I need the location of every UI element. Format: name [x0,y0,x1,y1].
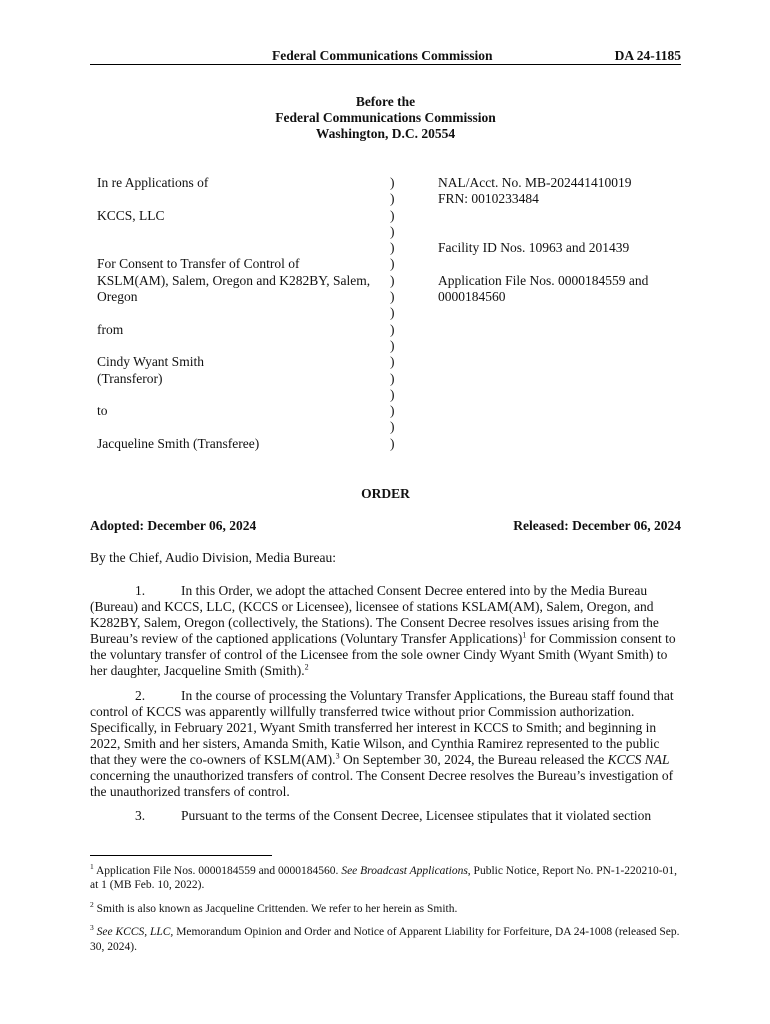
footnote-mark: 2 [90,899,94,909]
caption-in-re: In re Applications of [97,175,209,190]
caption-paren: ) [390,223,395,239]
paragraph-text: Pursuant to the terms of the Consent Decree, Licensee stipulates that it violated section [181,808,652,824]
caption-paren: ) [390,256,395,272]
footnote-mark: 1 [90,862,94,872]
header-agency: Federal Communications Commission [272,48,493,63]
footnote-text: Application File Nos. 0000184559 and 0000184560. [93,865,342,877]
paragraph-2 [90,688,681,801]
caption-paren: ) [390,386,395,402]
caption-paren: ) [390,207,395,223]
footnote-text: Memorandum Opinion and Order and Notice of Apparent Liability for Forfeiture, DA 24-1008 (released Sep. 30, 2024). [90,926,680,953]
paragraph-text: In this Order, we adopt the attached Consent Decree entered into by the Media Bureau (Bureau) and KCCS, LLC, (KCCS or Licensee), licensee of stations KSLAM(AM), Salem, Oregon, and K282BY, Salem, Oregon (collectively, the Stations). The Consent Decree resolves issues arising from the Bureau’s review of the captioned applications (Voluntary Transfer Applications) [90,583,659,647]
footnote-ref-link[interactable]: 2 [304,662,309,672]
caption-consent-line-2: KSLM(AM), Salem, Oregon and K282BY, Salem, [97,272,371,288]
footnote-citation: See KCCS, LLC, [96,926,174,939]
footnote-citation: See Broadcast Applications [341,865,468,877]
caption-company: KCCS, LLC [97,207,165,223]
before-line: Before the [355,94,416,109]
caption-paren: ) [390,370,395,386]
caption-paren: ) [390,240,395,256]
caption-transferor-role: (Transferor) [97,370,163,386]
before-block [90,94,681,142]
caption-to: to [97,403,108,419]
footnote-text: Smith is also known as Jacqueline Crittenden. We refer to her herein as Smith. [93,902,458,915]
order-title: ORDER [361,486,410,501]
caption-paren: ) [390,175,395,190]
footnote-divider [90,855,272,856]
paragraph-text: In the course of processing the Voluntary Transfer Applications, the Bureau staff found that control of KCCS was apparently willfully transferred twice without prior Commission authorization. Specifically, in February 2021, Wyant Smith transferred her interest in KCCS to Smith; and beginning in 2022, Smith and her sisters, Amanda Smith, Katie Wilson, and Cynthia Ramirez represented to the public that they were the co-owners of KSLM(AM). [90,687,674,767]
caption-paren: ) [390,354,395,370]
before-agency: Federal Communications Commission [275,110,496,125]
caption-from: from [97,321,124,337]
released-date: Released: December 06, 2024 [513,518,681,533]
paragraph-text: concerning the unauthorized transfers of control. The Consent Decree resolves the Bureau’s investigation of the unauthorized transfers of control. [90,768,674,800]
caption-right [438,175,648,305]
caption-consent-line-3: Oregon [97,289,138,305]
caption-transferor-name: Cindy Wyant Smith [97,354,204,370]
footnote-3 [90,925,681,954]
caption-transferee: Jacqueline Smith (Transferee) [97,435,260,451]
footnotes [90,864,681,963]
paragraph-1 [90,583,681,680]
by-chief-line: By the Chief, Audio Division, Media Bureau: [90,550,336,565]
caption-paren: ) [390,191,395,207]
paragraph-text: On September 30, 2024, the Bureau released the [339,751,608,767]
footnote-text: , Public Notice, Report No. PN-1-220210-01, at 1 (MB Feb. 10, 2022). [90,865,678,892]
caption-app-file-line-2: 0000184560 [438,289,506,305]
paragraph-number: 1. [135,583,146,598]
case-citation: KCCS NAL [607,751,670,767]
adopted-date: Adopted: December 06, 2024 [90,518,257,533]
footnote-mark: 3 [90,923,94,933]
caption-paren: ) [390,305,395,321]
caption-parentheses [390,175,395,452]
order-body [90,583,681,832]
before-location: Washington, D.C. 20554 [315,126,456,141]
caption-facility: Facility ID Nos. 10963 and 201439 [438,240,630,256]
caption-paren: ) [390,272,395,288]
running-header [90,48,681,65]
caption-paren: ) [390,403,395,419]
caption-frn: FRN: 0010233484 [438,191,539,207]
caption-consent-line-1: For Consent to Transfer of Control of [97,256,300,272]
paragraph-text: for Commission consent to the voluntary transfer of control of the Licensee from the sole owner Cindy Wyant Smith (Wyant Smith) to her daughter, Jacqueline Smith (Smith). [90,631,676,679]
caption-paren: ) [390,321,395,337]
caption-nal: NAL/Acct. No. MB-202441410019 [438,175,632,190]
caption-paren: ) [390,435,395,451]
footnote-2 [90,899,681,916]
caption-paren: ) [390,289,395,305]
caption-left [97,175,370,452]
caption-app-file-line-1: Application File Nos. 0000184559 and [438,272,649,288]
paragraph-3 [90,808,681,824]
footnote-ref-link[interactable]: 3 [335,751,340,761]
caption-paren: ) [390,337,395,353]
paragraph-number: 2. [135,687,146,703]
footnote-1 [90,864,681,893]
paragraph-number: 3. [135,808,146,824]
header-doc-number: DA 24-1185 [614,48,681,63]
caption-paren: ) [390,419,395,435]
footnote-ref-link[interactable]: 1 [522,630,527,640]
